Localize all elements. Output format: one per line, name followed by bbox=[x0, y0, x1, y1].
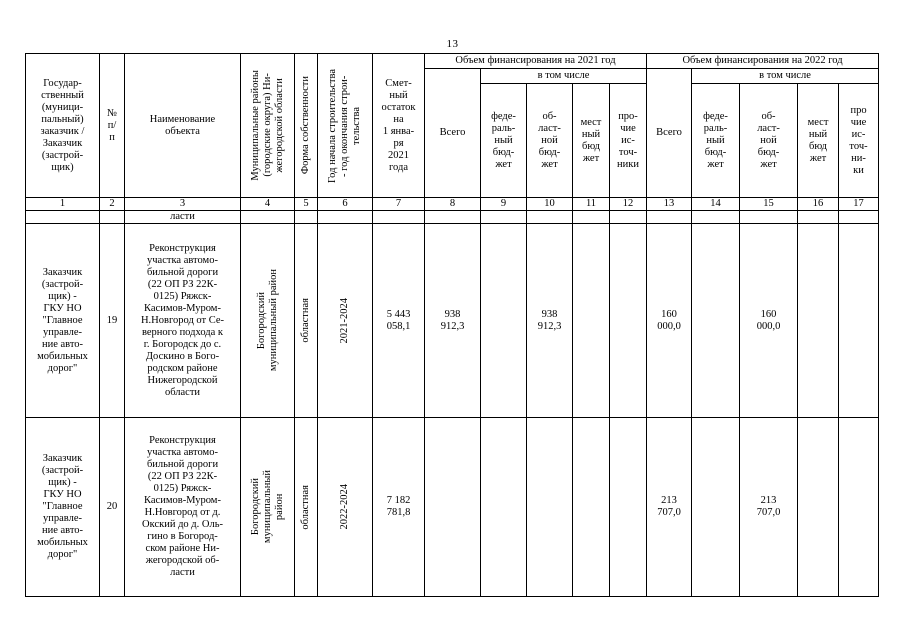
federal-2021-cell bbox=[481, 224, 527, 418]
other-2022-cell bbox=[839, 418, 879, 597]
col-num: 12 bbox=[610, 198, 647, 211]
header-total-2022: Всего bbox=[647, 69, 692, 198]
local-2022-cell bbox=[798, 224, 839, 418]
row-number: 20 bbox=[100, 418, 125, 597]
regional-2021-cell bbox=[527, 418, 573, 597]
col-num: 15 bbox=[740, 198, 798, 211]
header-regional-2022: об- ласт- ной бюд- жет bbox=[740, 84, 798, 198]
header-estimate: Смет- ный остаток на 1 янва- ря 2021 года bbox=[373, 54, 425, 198]
continuation-row bbox=[26, 211, 879, 224]
col-num: 3 bbox=[125, 198, 241, 211]
header-local-2021: мест ный бюд жет bbox=[573, 84, 610, 198]
header-customer: Государ- ственный (муници- пальный) заказчик / Заказчик (застрой- щик) bbox=[26, 54, 100, 198]
col-num: 13 bbox=[647, 198, 692, 211]
col-num: 9 bbox=[481, 198, 527, 211]
regional-2022-cell: 213 707,0 bbox=[740, 418, 798, 597]
header-ownership: Форма собственности bbox=[295, 54, 318, 198]
financing-table bbox=[25, 53, 879, 597]
regional-2022-cell: 160 000,0 bbox=[740, 224, 798, 418]
col-num: 11 bbox=[573, 198, 610, 211]
ownership-cell: областная bbox=[295, 224, 318, 418]
col-num: 8 bbox=[425, 198, 481, 211]
col-num: 17 bbox=[839, 198, 879, 211]
other-2022-cell bbox=[839, 224, 879, 418]
district-cell: Богородский муниципальный район bbox=[241, 418, 295, 597]
total-2021-cell: 938 912,3 bbox=[425, 224, 481, 418]
header-2021: Объем финансирования на 2021 год bbox=[425, 54, 647, 69]
customer-cell: Заказчик (застрой- щик) - ГКУ НО "Главное управле- ние авто- мобильных дорог" bbox=[26, 418, 100, 597]
header-number: № п/ п bbox=[100, 54, 125, 198]
federal-2022-cell bbox=[692, 224, 740, 418]
other-2021-cell bbox=[610, 224, 647, 418]
header-other-2022: про чие ис- точ- ни- ки bbox=[839, 84, 879, 198]
federal-2021-cell bbox=[481, 418, 527, 597]
row-number: 19 bbox=[100, 224, 125, 418]
header-total-2021: Всего bbox=[425, 69, 481, 198]
header-years: Год начала строительства - год окончания строи- тельства bbox=[318, 54, 373, 198]
col-num: 7 bbox=[373, 198, 425, 211]
col-num: 4 bbox=[241, 198, 295, 211]
column-number-row bbox=[26, 198, 879, 211]
header-incl-2022: в том числе bbox=[692, 69, 879, 84]
table-row bbox=[26, 224, 879, 418]
header-districts: Муниципальные районы (городские округа) Ни- жегородской области bbox=[241, 54, 295, 198]
continuation-text: ласти bbox=[125, 211, 241, 224]
header-regional-2021: об- ласт- ной бюд- жет bbox=[527, 84, 573, 198]
object-name-cell: Реконструкция участка автомо- бильной дороги (22 ОП РЗ 22К- 0125) Ряжск- Касимов-Муром- Н.Новгород от д. Окский до д. Оль- гино в Богород- ском районе Ни- жегородской об- ласти bbox=[125, 418, 241, 597]
years-cell: 2022-2024 bbox=[318, 418, 373, 597]
page-number: 13 bbox=[446, 38, 459, 50]
local-2022-cell bbox=[798, 418, 839, 597]
col-num: 14 bbox=[692, 198, 740, 211]
col-num: 10 bbox=[527, 198, 573, 211]
local-2021-cell bbox=[573, 418, 610, 597]
header-object-name: Наименование объекта bbox=[125, 54, 241, 198]
district-cell: Богородский муниципальный район bbox=[241, 224, 295, 418]
table-row bbox=[26, 418, 879, 597]
header-other-2021: про- чие ис- точ- ники bbox=[610, 84, 647, 198]
customer-cell: Заказчик (застрой- щик) - ГКУ НО "Главное управле- ние авто- мобильных дорог" bbox=[26, 224, 100, 418]
header-local-2022: мест ный бюд жет bbox=[798, 84, 839, 198]
total-2022-cell: 160 000,0 bbox=[647, 224, 692, 418]
col-num: 5 bbox=[295, 198, 318, 211]
total-2021-cell bbox=[425, 418, 481, 597]
header-federal-2021: феде- раль- ный бюд- жет bbox=[481, 84, 527, 198]
col-num: 1 bbox=[26, 198, 100, 211]
col-num: 16 bbox=[798, 198, 839, 211]
estimate-cell: 5 443 058,1 bbox=[373, 224, 425, 418]
ownership-cell: областная bbox=[295, 418, 318, 597]
object-name-cell: Реконструкция участка автомо- бильной дороги (22 ОП РЗ 22К- 0125) Ряжск- Касимов-Муром- Н.Новгород от Се- верного подхода к г. Богородск до с. Доскино в Бого- родском районе Нижегородской области bbox=[125, 224, 241, 418]
col-num: 2 bbox=[100, 198, 125, 211]
header-incl-2021: в том числе bbox=[481, 69, 647, 84]
years-cell: 2021-2024 bbox=[318, 224, 373, 418]
header-2022: Объем финансирования на 2022 год bbox=[647, 54, 879, 69]
regional-2021-cell: 938 912,3 bbox=[527, 224, 573, 418]
federal-2022-cell bbox=[692, 418, 740, 597]
other-2021-cell bbox=[610, 418, 647, 597]
header-federal-2022: феде- раль- ный бюд- жет bbox=[692, 84, 740, 198]
local-2021-cell bbox=[573, 224, 610, 418]
col-num: 6 bbox=[318, 198, 373, 211]
total-2022-cell: 213 707,0 bbox=[647, 418, 692, 597]
estimate-cell: 7 182 781,8 bbox=[373, 418, 425, 597]
